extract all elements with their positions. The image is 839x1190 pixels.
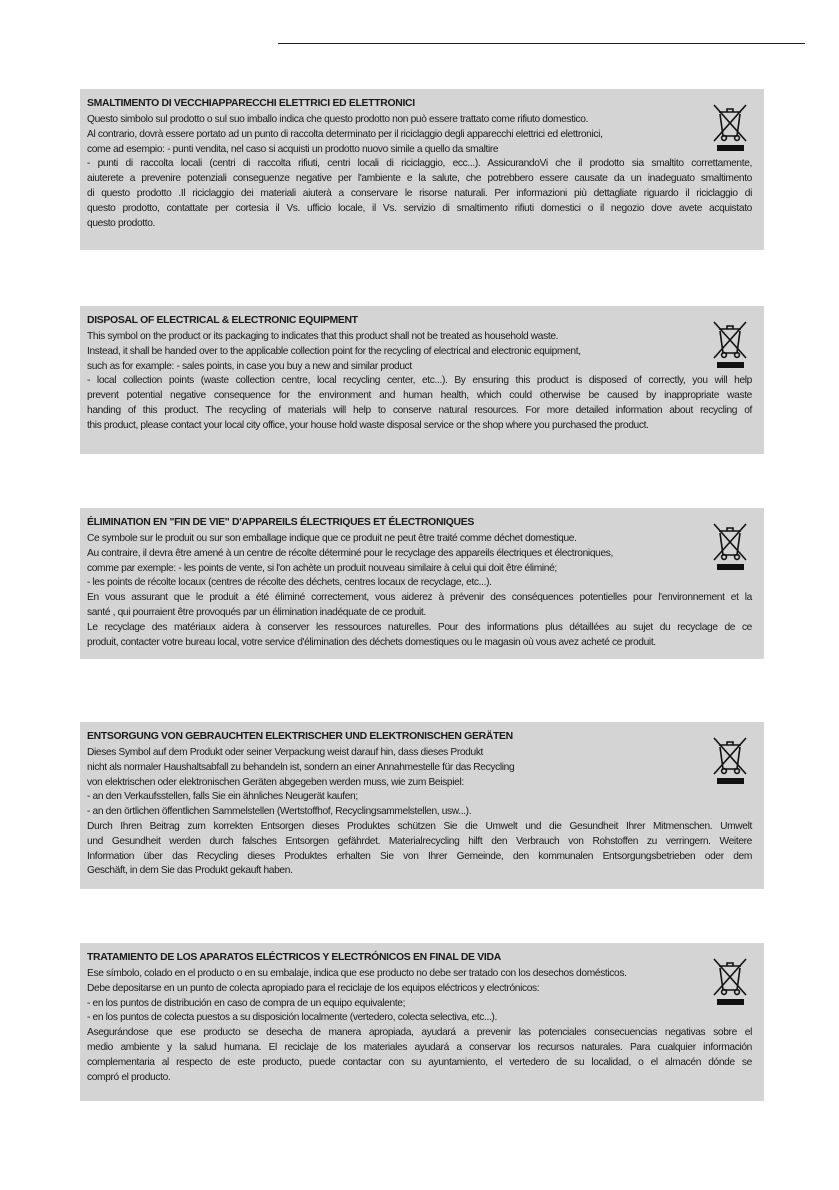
section-title: ENTSORGUNG VON GEBRAUCHTEN ELEKTRISCHER UND ELEKTRONISCHEN GERÄTEN xyxy=(87,731,513,742)
body-line: compró el producto. xyxy=(87,1071,171,1083)
body-line: Ese símbolo, colado en el producto o en su embalaje, indica que ese producto no debe ser tratado con los desechos domésticos. xyxy=(87,968,627,979)
body-line: Al contrario, dovrà essere portato ad un punto di raccolta determinato per il riciclaggio degli apparecchi elettrici ed elettronici, xyxy=(87,128,603,140)
body-line: questo prodotto, contattate per cortesia il Vs. ufficio locale, il Vs. servizio di smaltimento rifiuti domestici o il negozio dove avete acquistato xyxy=(87,202,752,214)
section-french xyxy=(80,508,764,659)
body-line: handing of this product. The recycling of materials will help to conserve natural resources. For more detailed information about recycling of xyxy=(87,404,752,416)
body-line: von elektrischen oder elektronischen Geräten abgegeben werden muss, wie zum Beispiel: xyxy=(87,776,464,788)
crossed-out-wheelie-bin-icon xyxy=(710,318,750,370)
body-line: - local collection points (waste collection centre, local recycling center, etc...). By ensuring this product is disposed of correctly, you will help xyxy=(87,375,752,387)
section-title: TRATAMIENTO DE LOS APARATOS ELÉCTRICOS Y ELECTRÓNICOS EN FINAL DE VIDA xyxy=(87,952,501,963)
body-line: comme par exemple: - les points de vente, si l'on achète un produit nouveau similaire à celui qui doit être éliminé; xyxy=(87,562,557,574)
body-line: - punti di raccolta locali (centri di raccolta rifiuti, centri locali di riciclaggio, ecc...). AssicurandoVi che il prodotto sia smaltito correttamente, xyxy=(87,158,752,170)
body-line: di questo prodotto .Il riciclaggio dei materiali aiuterà a conservare le risorse naturali. Per informazioni più dettagliate riguardo il riciclaggio di xyxy=(87,187,752,199)
body-line: und Gesundheit werden durch falsches Entsorgen gefährdet. Materialrecycling hilft den Verbrauch von Rohstoffen zu verringern. Weitere xyxy=(87,835,752,847)
section-body xyxy=(87,330,752,434)
section-body xyxy=(87,113,752,231)
body-line: such as for example: - sales points, in case you buy a new and similar product xyxy=(87,360,412,372)
crossed-out-wheelie-bin-icon xyxy=(710,520,750,572)
body-line: come ad esempio: - punti vendita, nel caso si acquisti un prodotto nuovo simile a quello da smaltire xyxy=(87,143,499,155)
body-line: Instead, it shall be handed over to the applicable collection point for the recycling of electrical and electronic equipment, xyxy=(87,345,581,357)
body-line: Durch Ihren Beitrag zum korrekten Entsorgen dieses Produktes schützen Sie die Umwelt und die Gesundheit Ihrer Mitmenschen. Umwelt xyxy=(87,820,752,832)
section-spanish xyxy=(80,943,764,1101)
crossed-out-wheelie-bin-icon xyxy=(710,101,750,153)
body-line: aiuterete a prevenire potenziali conseguenze negative per l'ambiente e la salute, che potrebbero essere causate da un inadeguato smaltimento xyxy=(87,173,752,185)
body-line: - les points de récolte locaux (centres de récolte des déchets, centres locaux de recyclage, etc...). xyxy=(87,577,492,589)
body-line: Debe depositarse en un punto de colecta apropiado para el reciclaje de los equipos eléctricos y electrónicos: xyxy=(87,982,540,994)
body-line: Information über das Recycling dieses Produktes erhalten Sie von Ihrer Gemeinde, den kommunalen Entsorgungsbetrieben oder dem xyxy=(87,850,752,862)
body-line: produit, contacter votre bureau local, votre service d'élimination des déchets domestiques ou le magasin où vous avez acheté ce produit. xyxy=(87,636,656,648)
section-body xyxy=(87,746,752,879)
body-line: - en los puntos de colecta puestos a su disposición localmente (vertedero, colecta selectiva, etc...). xyxy=(87,1012,497,1024)
section-italian xyxy=(80,89,764,250)
body-line: Le recyclage des matériaux aidera à conserver les ressources naturelles. Pour des informations plus détaillées au sujet du recyclage de ce xyxy=(87,621,752,633)
body-line: Dieses Symbol auf dem Produkt oder seiner Verpackung weist darauf hin, dass dieses Produkt xyxy=(87,747,484,758)
body-line: Ce symbole sur le produit ou sur son emballage indique que ce produit ne peut être traité comme déchet domestique. xyxy=(87,533,577,544)
body-line: - en los puntos de distribución en caso de compra de un equipo equivalente; xyxy=(87,997,406,1009)
body-line: Geschäft, in dem Sie das Produkt gekauft haben. xyxy=(87,865,293,877)
body-line: this product, please contact your local city office, your house hold waste disposal service or the shop where you purchased the product. xyxy=(87,419,649,431)
section-german xyxy=(80,722,764,889)
crossed-out-wheelie-bin-icon xyxy=(710,734,750,786)
body-line: prevent potential negative consequence for the environment and human health, which could otherwise be caused by inappropriate waste xyxy=(87,390,752,402)
body-line: questo prodotto. xyxy=(87,217,156,229)
crossed-out-wheelie-bin-icon xyxy=(710,955,750,1007)
body-line: santé , qui pourraient être provoqués par un élimination inadéquate de ce produit. xyxy=(87,606,426,618)
body-line: En vous assurant que le produit a été éliminé correctement, vous aiderez à prévenir des conséquences potentielles pour l'environnement et la xyxy=(87,592,752,604)
body-line: This symbol on the product or its packaging to indicates that this product shall not be treated as household waste. xyxy=(87,331,559,342)
section-english xyxy=(80,306,764,454)
body-line: complementaria al respecto de este producto, puede contactar con su ayuntamiento, el vertedero de su localidad, o el almacén dónde se xyxy=(87,1056,752,1068)
section-title: DISPOSAL OF ELECTRICAL & ELECTRONIC EQUIPMENT xyxy=(87,315,358,326)
body-line: Asegurándose que ese producto se desecha de manera apropiada, ayudará a prevenir las potenciales consecuencias negativas sobre el xyxy=(87,1027,752,1039)
body-line: Au contraire, il devra être amené à un centre de récolte déterminé pour le recyclage des appareils électriques et électroniques, xyxy=(87,547,614,559)
body-line: medio ambiente y la salud humana. El reciclaje de los materiales ayudará a conservar los recursos naturales. Para cualquier información xyxy=(87,1041,752,1053)
header-rule xyxy=(278,43,805,44)
section-title: SMALTIMENTO DI VECCHIAPPARECCHI ELETTRICI ED ELETTRONICI xyxy=(87,98,415,109)
section-body xyxy=(87,967,752,1085)
body-line: Questo simbolo sul prodotto o sul suo imballo indica che questo prodotto non può essere trattato come rifiuto domestico. xyxy=(87,114,589,125)
body-line: - an den örtlichen öffentlichen Sammelstellen (Wertstoffhof, Recyclingsammelstellen, usw...). xyxy=(87,806,472,818)
body-line: - an den Verkaufsstellen, falls Sie ein ähnliches Neugerät kaufen; xyxy=(87,791,358,803)
body-line: nicht als normaler Haushaltsabfall zu behandeln ist, sondern an einer Annahmestelle für das Recycling xyxy=(87,761,515,773)
section-title: ÉLIMINATION EN "FIN DE VIE" D'APPAREILS ÉLECTRIQUES ET ÉLECTRONIQUES xyxy=(87,517,474,528)
section-body xyxy=(87,532,752,650)
